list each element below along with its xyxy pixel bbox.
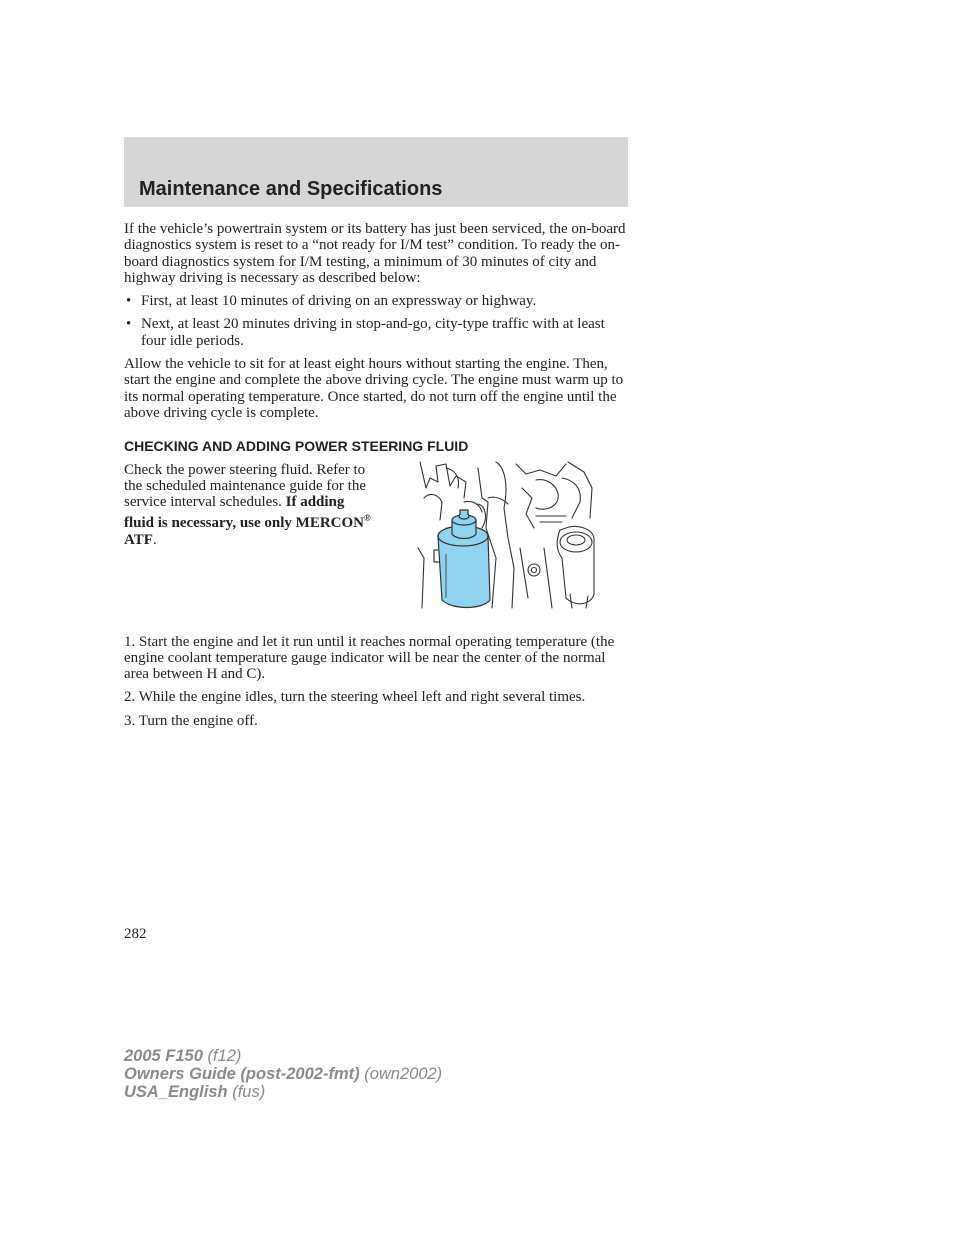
header-band [124, 137, 628, 207]
check-block [124, 462, 628, 634]
step-item: 3. Turn the engine off. [124, 712, 258, 729]
driving-requirements-list [124, 293, 628, 349]
bullet-icon: • [126, 316, 132, 333]
step-item: 2. While the engine idles, turn the steering wheel left and right several times. [124, 689, 586, 706]
main-content [124, 221, 628, 736]
section-heading: CHECKING AND ADDING POWER STEERING FLUID [124, 438, 469, 455]
page-number: 282 [124, 926, 147, 942]
step-item: 1. Start the engine and let it run until it reaches normal operating temperature (the engine coolant temperature gauge indicator will be near the center of the normal area between H and C). [124, 633, 615, 683]
list-item: • First, at least 10 minutes of driving on an expressway or highway. [126, 293, 537, 310]
page-title: Maintenance and Specifications [139, 178, 443, 200]
power-steering-reservoir-illustration [416, 458, 596, 613]
allow-paragraph: Allow the vehicle to sit for at least eight hours without starting the engine. Then, start the engine and complete the above driving cycle. The engine must warm up to its normal operating temperature. Once started, do not turn off the engine until the above driving cycle is complete. [124, 356, 624, 421]
document-footer: 2005 F150 (f12) Owners Guide (post-2002-fmt) (own2002) USA_English (fus) [124, 1047, 443, 1101]
list-item: • Next, at least 20 minutes driving in stop-and-go, city-type traffic with at least four idle periods. [126, 316, 605, 349]
intro-paragraph: If the vehicle’s powertrain system or its battery has just been serviced, the on-board diagnostics system is reset to a “not ready for I/M test” condition. To ready the on-board diagnostics system for I/M testing, a minimum of 30 minutes of city and highway driving is necessary as described below: [124, 221, 626, 286]
steps-list [124, 634, 628, 729]
bullet-icon: • [126, 293, 132, 310]
check-text: Check the power steering fluid. Refer to the scheduled maintenance guide for the service interval schedules. If adding fluid is necessary, use only MERCON® ATF. [124, 461, 371, 548]
